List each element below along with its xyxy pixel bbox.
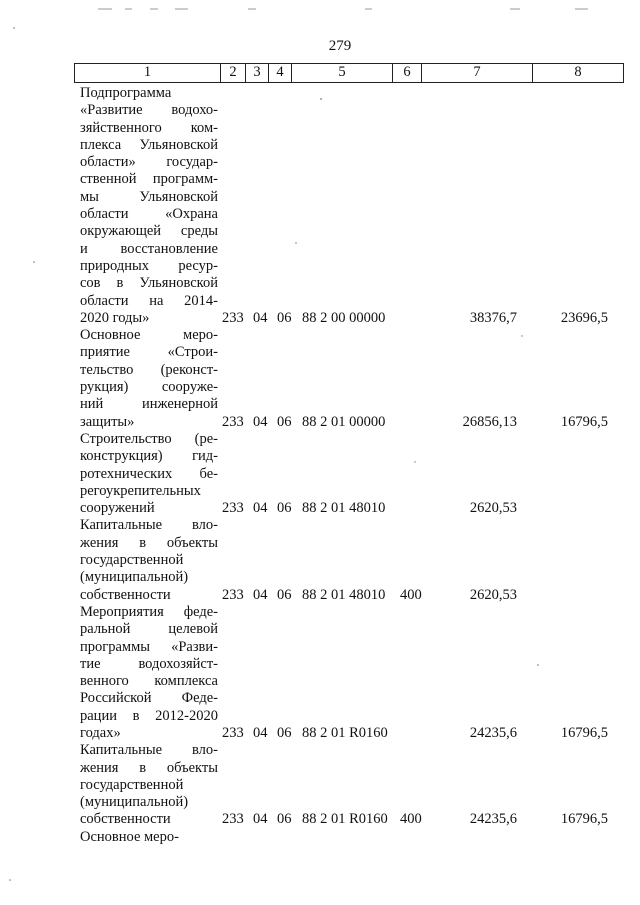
cell-c3: 04 xyxy=(253,586,268,603)
row-name-line: тельство (реконст- xyxy=(80,361,218,378)
cell-c7: 2620,53 xyxy=(469,586,517,603)
cell-c7: 24235,6 xyxy=(469,811,517,828)
row-name-line: собственности xyxy=(80,811,171,828)
row-name-line: собственности xyxy=(80,586,171,603)
row-name-line: регоукрепительных xyxy=(80,482,201,499)
cell-c5: 88 2 01 R0160 xyxy=(302,811,388,828)
cell-c4: 06 xyxy=(277,586,292,603)
row-name-line: Капитальные вло- xyxy=(80,742,218,759)
header-col-2: 2 xyxy=(221,64,246,83)
column-number-header xyxy=(74,63,624,83)
header-col-6: 6 xyxy=(393,64,422,83)
table-row xyxy=(0,517,640,603)
row-name-line: Основное меро- xyxy=(80,828,179,845)
row-name-line: (муниципальной) xyxy=(80,569,189,586)
row-name-line: области на 2014- xyxy=(80,292,218,309)
row-name-line: ний инженерной xyxy=(80,396,218,413)
row-name-line: окружающей среды xyxy=(80,223,218,240)
cell-c2: 233 xyxy=(222,413,244,430)
row-name-line: области» государ- xyxy=(80,154,218,171)
header-col-3: 3 xyxy=(246,64,269,83)
row-name-line: мы Ульяновской xyxy=(80,188,218,205)
cell-c7: 24235,6 xyxy=(469,724,517,741)
row-name-line: рукция) сооруже- xyxy=(80,379,218,396)
cell-c2: 233 xyxy=(222,586,244,603)
table-row xyxy=(0,85,640,327)
table-row xyxy=(0,327,640,431)
header-col-4: 4 xyxy=(269,64,292,83)
row-name xyxy=(80,431,218,517)
cell-c5: 88 2 00 00000 xyxy=(302,309,386,326)
cell-c2: 233 xyxy=(222,500,244,517)
row-name-line: плекса Ульяновской xyxy=(80,136,218,153)
row-name-line: области «Охрана xyxy=(80,206,218,223)
cell-c5: 88 2 01 48010 xyxy=(302,586,386,603)
row-name-line: сооружений xyxy=(80,500,155,517)
cell-c6: 400 xyxy=(400,586,422,603)
row-name-line: Капитальные вло- xyxy=(80,517,218,534)
cell-c3: 04 xyxy=(253,413,268,430)
row-name-line: государственной xyxy=(80,552,184,569)
row-name-line: ротехнических бе- xyxy=(80,465,218,482)
cell-c4: 06 xyxy=(277,309,292,326)
row-name-line: природных ресур- xyxy=(80,257,218,274)
row-name-line: «Развитие водохо- xyxy=(80,102,218,119)
row-name xyxy=(80,327,218,431)
row-name-line: годах» xyxy=(80,724,121,741)
cell-c3: 04 xyxy=(253,309,268,326)
header-col-1: 1 xyxy=(75,64,221,83)
cell-c8: 16796,5 xyxy=(560,724,608,741)
cell-c5: 88 2 01 R0160 xyxy=(302,724,388,741)
row-name-line: 2020 годы» xyxy=(80,309,150,326)
row-name-line: приятие «Строи- xyxy=(80,344,218,361)
cell-c4: 06 xyxy=(277,724,292,741)
budget-rows xyxy=(0,85,640,846)
cell-c8: 16796,5 xyxy=(560,811,608,828)
row-name-line: венного комплекса xyxy=(80,673,218,690)
cell-c5: 88 2 01 00000 xyxy=(302,413,386,430)
row-name-line: рации в 2012-2020 xyxy=(80,707,218,724)
row-name-line: программы «Разви- xyxy=(80,638,218,655)
row-name-line: ральной целевой xyxy=(80,621,218,638)
row-name-line: тие водохозяйст- xyxy=(80,655,218,672)
row-name-line: защиты» xyxy=(80,413,135,430)
cell-c4: 06 xyxy=(277,500,292,517)
row-name xyxy=(80,517,218,603)
page-number: 279 xyxy=(328,38,352,54)
row-name-line: и восстановление xyxy=(80,240,218,257)
row-name-line: Мероприятия феде- xyxy=(80,603,218,620)
row-name-line: Основное меро- xyxy=(80,327,218,344)
row-name xyxy=(80,829,218,846)
row-name-line: государственной xyxy=(80,776,184,793)
table-row xyxy=(0,742,640,828)
cell-c2: 233 xyxy=(222,724,244,741)
cell-c6: 400 xyxy=(400,811,422,828)
cell-c4: 06 xyxy=(277,413,292,430)
row-name-line: (муниципальной) xyxy=(80,794,189,811)
row-name-line: жения в объекты xyxy=(80,534,218,551)
row-name xyxy=(80,85,218,327)
cell-c7: 38376,7 xyxy=(469,309,517,326)
row-name-line: ственной программ- xyxy=(80,171,218,188)
cell-c5: 88 2 01 48010 xyxy=(302,500,386,517)
cell-c3: 04 xyxy=(253,724,268,741)
header-col-5: 5 xyxy=(292,64,393,83)
cell-c4: 06 xyxy=(277,811,292,828)
row-name-line: жения в объекты xyxy=(80,759,218,776)
cell-c8: 16796,5 xyxy=(560,413,608,430)
cell-c7: 26856,13 xyxy=(462,413,517,430)
table-row xyxy=(0,829,640,846)
cell-c3: 04 xyxy=(253,811,268,828)
row-name-line: Российской Феде- xyxy=(80,690,218,707)
cell-c7: 2620,53 xyxy=(469,500,517,517)
row-name-line: сов в Ульяновской xyxy=(80,275,218,292)
table-row xyxy=(0,604,640,742)
row-name-line: Подпрограмма xyxy=(80,85,172,101)
row-name-line: конструкция) гид- xyxy=(80,448,218,465)
row-name xyxy=(80,742,218,828)
table-row xyxy=(0,431,640,517)
header-col-8: 8 xyxy=(533,64,624,83)
header-col-7: 7 xyxy=(422,64,533,83)
row-name-line: зяйственного ком- xyxy=(80,119,218,136)
cell-c2: 233 xyxy=(222,811,244,828)
cell-c8: 23696,5 xyxy=(560,309,608,326)
cell-c2: 233 xyxy=(222,309,244,326)
row-name xyxy=(80,604,218,742)
row-name-line: Строительство (ре- xyxy=(80,430,218,447)
cell-c3: 04 xyxy=(253,500,268,517)
